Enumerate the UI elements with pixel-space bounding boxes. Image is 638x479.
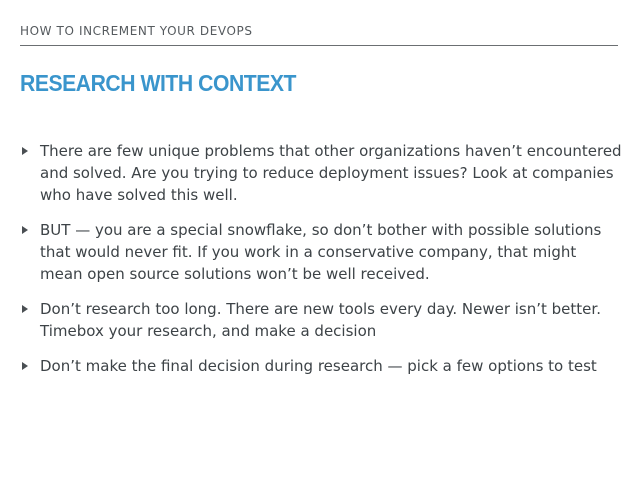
slide-title: RESEARCH WITH CONTEXT — [20, 70, 296, 96]
triangle-bullet-icon — [22, 226, 28, 234]
triangle-bullet-icon — [22, 362, 28, 370]
bullet-item — [22, 219, 622, 285]
header-divider — [20, 45, 618, 46]
triangle-bullet-icon — [22, 305, 28, 313]
bullet-text: There are few unique problems that other organizations haven’t encountered and solved. Are you trying to reduce deployment issues? Look at companies who have solved this well. — [40, 142, 622, 204]
bullet-item — [22, 298, 622, 342]
bullet-text: Don’t research too long. There are new tools every day. Newer isn’t better. Timebox your research, and make a decision — [40, 300, 601, 340]
section-header: HOW TO INCREMENT YOUR DEVOPS — [20, 24, 253, 38]
bullet-list — [22, 140, 622, 390]
bullet-text: BUT — you are a special snowflake, so don’t bother with possible solutions that would never fit. If you work in a conservative company, that might mean open source solutions won’t be well received. — [40, 221, 602, 283]
bullet-text: Don’t make the final decision during research — pick a few options to test — [40, 357, 597, 375]
bullet-item — [22, 140, 622, 206]
triangle-bullet-icon — [22, 147, 28, 155]
bullet-item — [22, 355, 622, 377]
